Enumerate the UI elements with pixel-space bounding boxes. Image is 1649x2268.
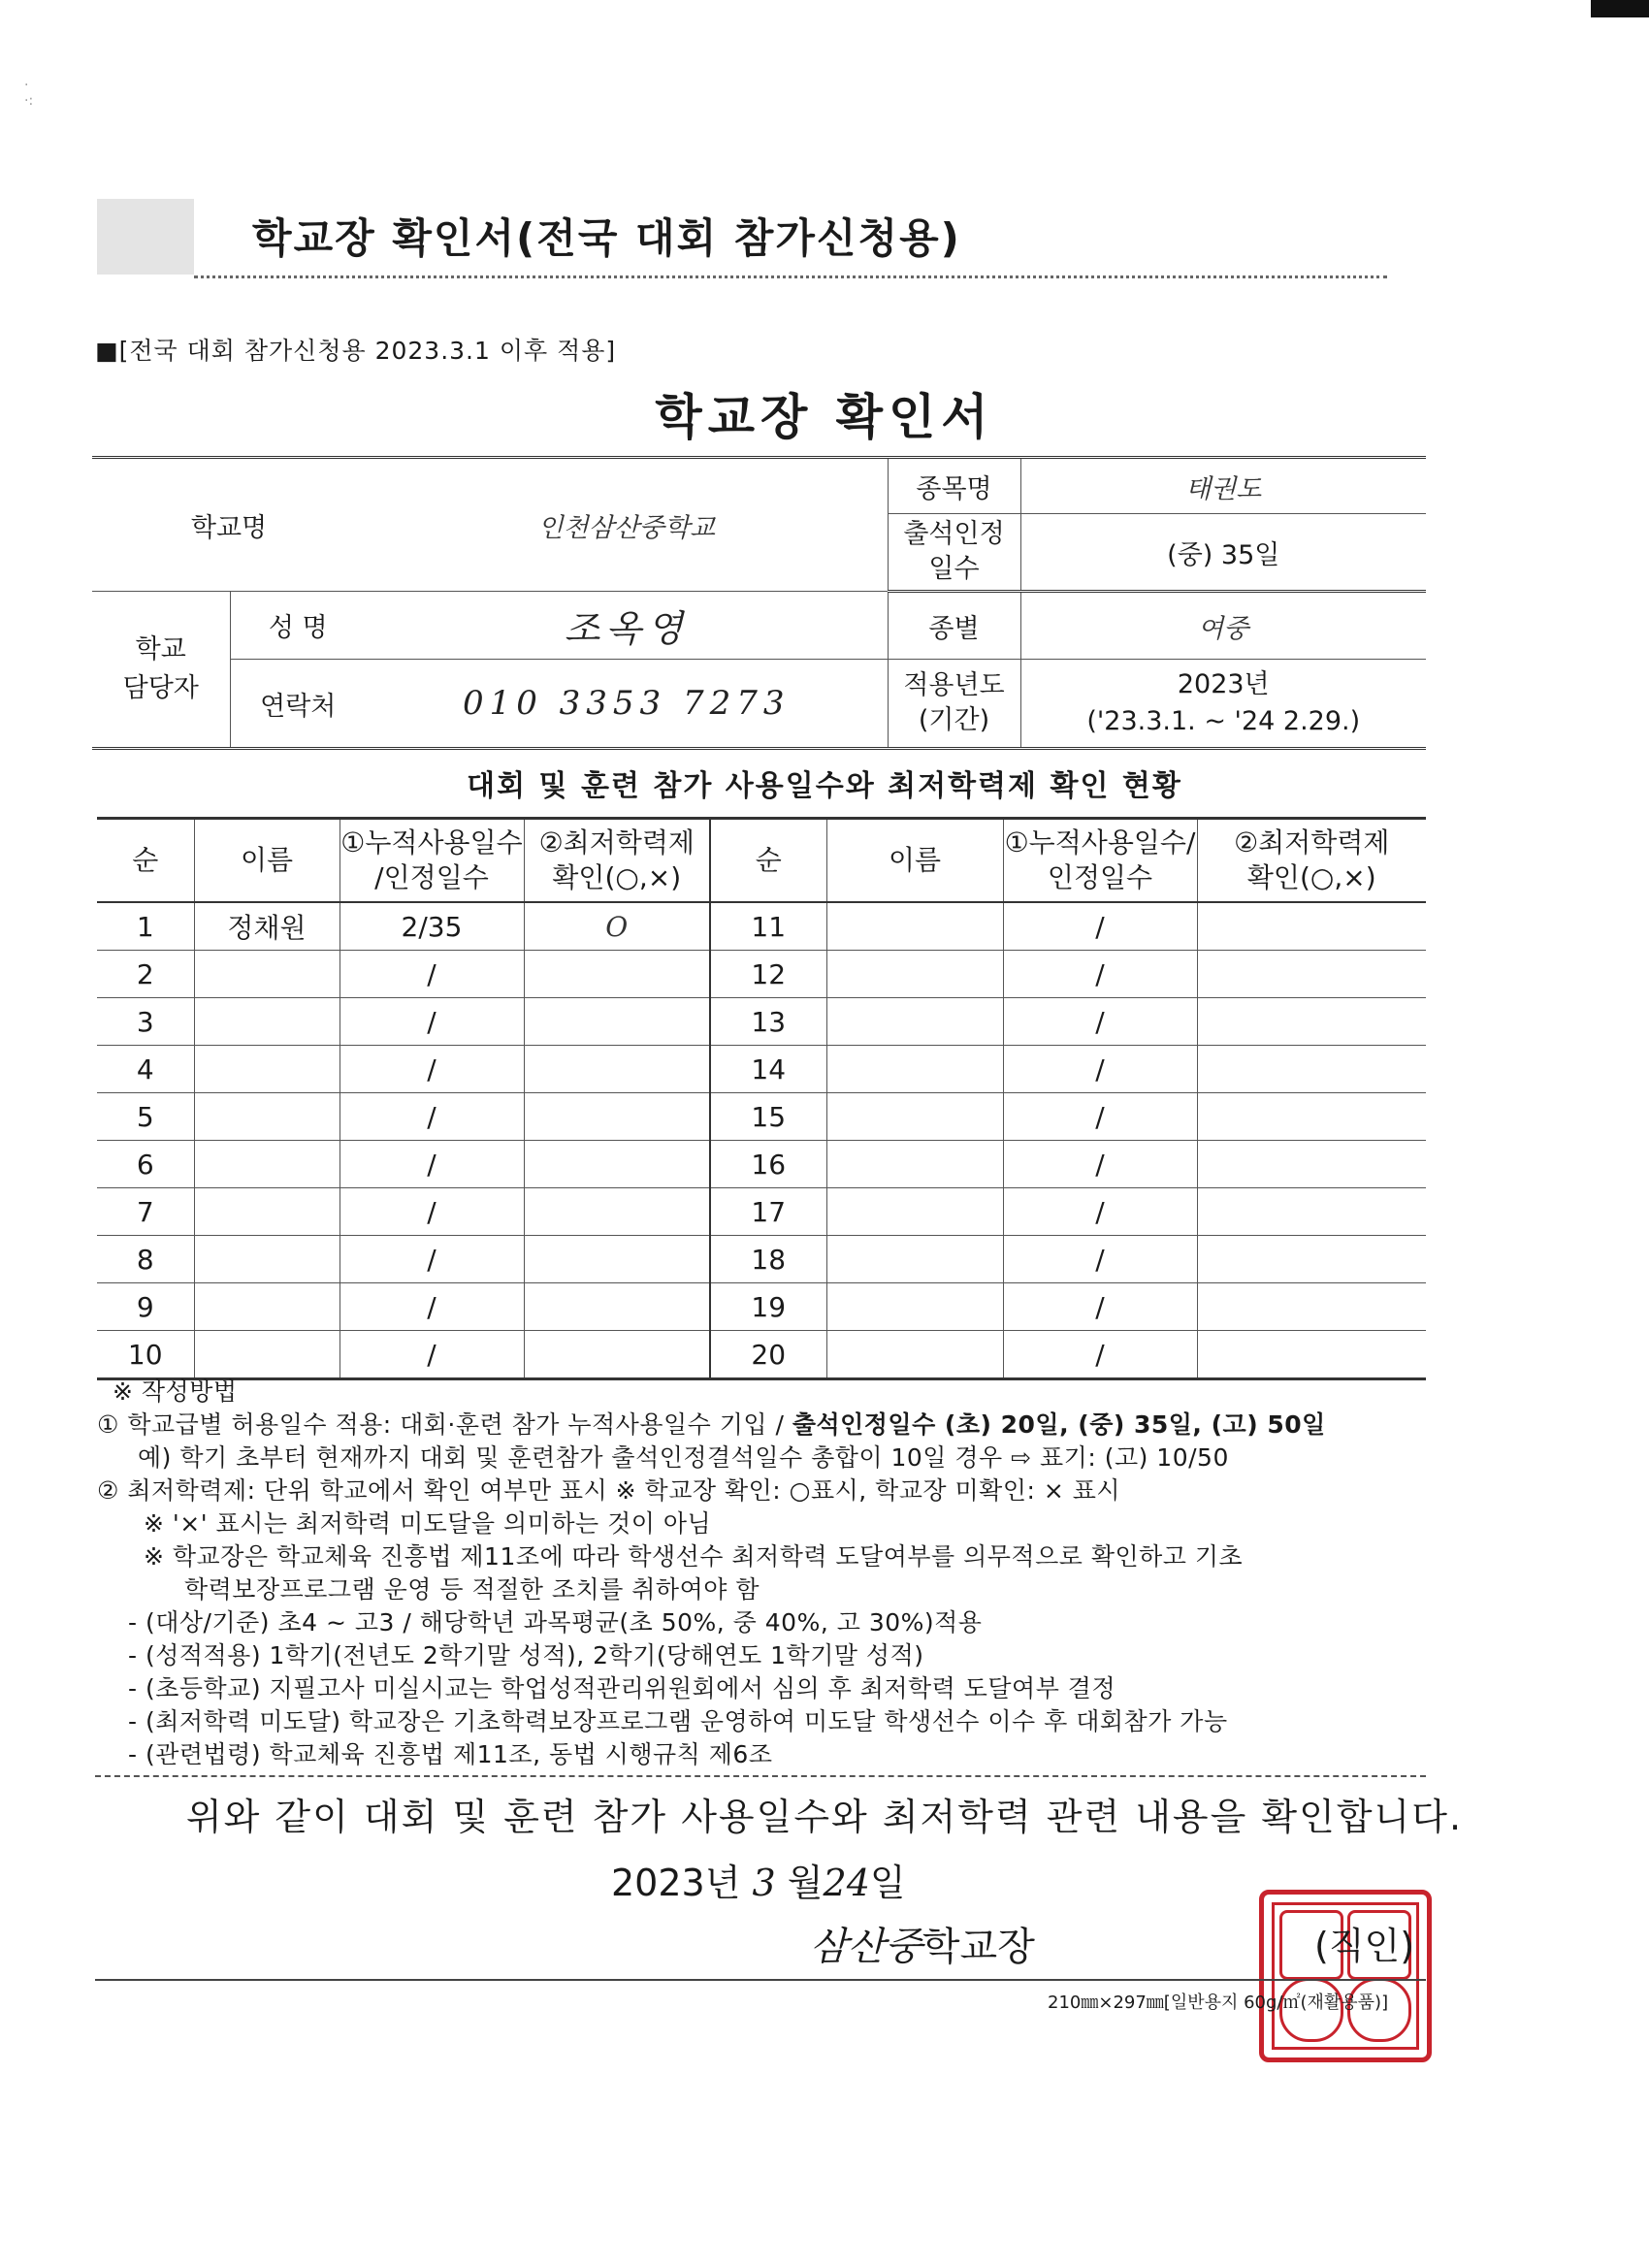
row-check bbox=[524, 1141, 710, 1188]
row-days-2: / bbox=[1003, 1046, 1197, 1093]
note-2-law-line2: 학력보장프로그램 운영 등 적절한 조치를 취하여야 함 bbox=[184, 1575, 760, 1604]
form-title: 학교장 확인서(전국 대회 참가신청용) bbox=[252, 214, 961, 262]
row-name bbox=[194, 1283, 340, 1331]
row-check-2 bbox=[1197, 1331, 1426, 1379]
row-name-2 bbox=[826, 1236, 1003, 1283]
row-no-2: 18 bbox=[710, 1236, 826, 1283]
roster-row bbox=[97, 1331, 1426, 1379]
scan-edge-mark bbox=[1591, 0, 1649, 17]
year-label-line2: (기간) bbox=[918, 705, 990, 735]
document-title: 학교장 확인서 bbox=[655, 389, 994, 445]
sport-value: 태권도 bbox=[1020, 458, 1426, 514]
attendance-days-value: (중) 35일 bbox=[1020, 514, 1426, 592]
date-month-label: 월 bbox=[787, 1862, 824, 1904]
row-name bbox=[194, 1188, 340, 1236]
paper-spec: 210㎜×297㎜[일반용지 60g/㎡(재활용품)] bbox=[1048, 1993, 1389, 2013]
row-name-2 bbox=[826, 1046, 1003, 1093]
row-days: / bbox=[340, 1141, 524, 1188]
row-check-2 bbox=[1197, 902, 1426, 951]
principal-signature bbox=[810, 1916, 1035, 1971]
row-no-2: 16 bbox=[710, 1141, 826, 1188]
seal-label: (직인) bbox=[1314, 1925, 1415, 1967]
row-name bbox=[194, 1141, 340, 1188]
row-name-2 bbox=[826, 1283, 1003, 1331]
row-name-2 bbox=[826, 1141, 1003, 1188]
col-header-days-2-line1: ①누적사용일수/ bbox=[1004, 826, 1196, 859]
row-days-2: / bbox=[1003, 902, 1197, 951]
row-days-2: / bbox=[1003, 1093, 1197, 1141]
applicability-note: ■[전국 대회 참가신청용 2023.3.1 이후 적용] bbox=[95, 337, 617, 365]
manager-name-value: 조옥영 bbox=[366, 592, 888, 660]
form-title-band bbox=[97, 199, 1387, 275]
note-1-example: 예) 학기 초부터 현재까지 대회 및 훈련참가 출석인정결석일수 총합이 10일 경우 ⇨ 표기: (고) 10/50 bbox=[138, 1443, 1229, 1472]
row-check bbox=[524, 1236, 710, 1283]
category-label: 종별 bbox=[888, 592, 1020, 660]
row-no-2: 13 bbox=[710, 998, 826, 1046]
col-header-check bbox=[524, 819, 710, 903]
note-1 bbox=[97, 1409, 1445, 1442]
row-no-2: 20 bbox=[710, 1331, 826, 1379]
row-days-2: / bbox=[1003, 1236, 1197, 1283]
row-check-2 bbox=[1197, 1283, 1426, 1331]
row-days: / bbox=[340, 998, 524, 1046]
sport-label: 종목명 bbox=[888, 458, 1020, 514]
row-no-2: 14 bbox=[710, 1046, 826, 1093]
row-name-2 bbox=[826, 1331, 1003, 1379]
col-header-check-2-line1: ②최저학력제 bbox=[1234, 826, 1390, 859]
row-name bbox=[194, 1236, 340, 1283]
school-info-table bbox=[92, 456, 1426, 750]
row-days-2: / bbox=[1003, 1283, 1197, 1331]
row-name: 정채원 bbox=[194, 902, 340, 951]
row-check bbox=[524, 951, 710, 998]
date-day-label: 일 bbox=[869, 1862, 906, 1904]
roster-row bbox=[97, 1283, 1426, 1331]
note-2: ② 최저학력제: 단위 학교에서 확인 여부만 표시 ※ 학교장 확인: ○표시, 학교장 미확인: × 표시 bbox=[97, 1476, 1121, 1505]
confirm-divider bbox=[95, 1775, 1426, 1777]
year-label-line1: 적용년도 bbox=[903, 669, 1005, 700]
row-name-2 bbox=[826, 1188, 1003, 1236]
row-name-2 bbox=[826, 998, 1003, 1046]
confirmation-date bbox=[611, 1853, 906, 1906]
row-days-2: / bbox=[1003, 951, 1197, 998]
row-no: 5 bbox=[97, 1093, 194, 1141]
detail-grades: - (성적적용) 1학기(전년도 2학기말 성적), 2학기(당해연도 1학기말 성적) bbox=[128, 1641, 924, 1669]
school-name-value: 인천삼산중학교 bbox=[366, 458, 888, 592]
applied-period-value: ('23.3.1. ~ '24 2.29.) bbox=[1086, 706, 1361, 736]
note-1-text: ① 학교급별 허용일수 적용: 대회·훈련 참가 누적사용일수 기입 / bbox=[97, 1410, 792, 1439]
row-no: 8 bbox=[97, 1236, 194, 1283]
row-check: O bbox=[524, 902, 710, 951]
row-no: 1 bbox=[97, 902, 194, 951]
roster-row bbox=[97, 998, 1426, 1046]
note-2-x-meaning: ※ '×' 표시는 최저학력 미도달을 의미하는 것이 아님 bbox=[144, 1509, 712, 1538]
row-check-2 bbox=[1197, 1141, 1426, 1188]
row-days: / bbox=[340, 1331, 524, 1379]
col-header-check-2-line2: 확인(○,×) bbox=[1246, 861, 1376, 893]
scan-dust: · ·: bbox=[24, 78, 34, 109]
row-no-2: 11 bbox=[710, 902, 826, 951]
section-title: 대회 및 훈련 참가 사용일수와 최저학력제 확인 현황 bbox=[467, 769, 1182, 803]
row-no-2: 19 bbox=[710, 1283, 826, 1331]
contact-value: 010 3353 7273 bbox=[366, 660, 888, 749]
applied-year-value: 2023년 bbox=[1177, 669, 1270, 700]
roster-row bbox=[97, 1188, 1426, 1236]
row-name bbox=[194, 1331, 340, 1379]
row-check-2 bbox=[1197, 1046, 1426, 1093]
row-days: / bbox=[340, 1046, 524, 1093]
row-no-2: 12 bbox=[710, 951, 826, 998]
row-no: 6 bbox=[97, 1141, 194, 1188]
manager-label-line2: 담당자 bbox=[122, 673, 199, 703]
roster-row bbox=[97, 1046, 1426, 1093]
row-check-2 bbox=[1197, 1093, 1426, 1141]
school-name-label: 학교명 bbox=[92, 458, 366, 592]
col-header-check-line2: 확인(○,×) bbox=[552, 861, 682, 893]
date-year: 2023년 bbox=[611, 1862, 741, 1904]
col-header-name: 이름 bbox=[194, 819, 340, 903]
row-no: 9 bbox=[97, 1283, 194, 1331]
roster-row bbox=[97, 902, 1426, 951]
row-no-2: 15 bbox=[710, 1093, 826, 1141]
row-no: 7 bbox=[97, 1188, 194, 1236]
row-days: / bbox=[340, 1236, 524, 1283]
row-days: / bbox=[340, 1188, 524, 1236]
date-day: 24 bbox=[823, 1862, 870, 1904]
notes-heading: ※ 작성방법 bbox=[113, 1377, 238, 1406]
roster-body bbox=[97, 902, 1426, 1379]
row-days-2: / bbox=[1003, 998, 1197, 1046]
row-no: 4 bbox=[97, 1046, 194, 1093]
row-name bbox=[194, 998, 340, 1046]
bottom-divider bbox=[95, 1979, 1426, 1981]
row-check bbox=[524, 1093, 710, 1141]
confirmation-statement: 위와 같이 대회 및 훈련 참가 사용일수와 최저학력 관련 내용을 확인합니다. bbox=[185, 1796, 1464, 1838]
col-header-days-line1: ①누적사용일수 bbox=[340, 826, 523, 859]
row-days-2: / bbox=[1003, 1331, 1197, 1379]
row-no-2: 17 bbox=[710, 1188, 826, 1236]
col-header-days-2-line2: 인정일수 bbox=[1047, 861, 1153, 893]
detail-target: - (대상/기준) 초4 ~ 고3 / 해당학년 과목평균(초 50%, 중 40%, 고 30%)적용 bbox=[128, 1608, 983, 1636]
row-name-2 bbox=[826, 951, 1003, 998]
note-1-bold: 출석인정일수 (초) 20일, (중) 35일, (고) 50일 bbox=[792, 1410, 1326, 1439]
title-rule bbox=[194, 275, 1387, 278]
row-check bbox=[524, 1046, 710, 1093]
row-days: 2/35 bbox=[340, 902, 524, 951]
row-no: 2 bbox=[97, 951, 194, 998]
attendance-label-line2: 일수 bbox=[928, 554, 980, 584]
row-days: / bbox=[340, 1283, 524, 1331]
row-check bbox=[524, 998, 710, 1046]
detail-elementary: - (초등학교) 지필고사 미실시교는 학업성적관리위원회에서 심의 후 최저학력 도달여부 결정 bbox=[128, 1674, 1116, 1702]
detail-law: - (관련법령) 학교체육 진흥법 제11조, 동법 시행규칙 제6조 bbox=[128, 1740, 773, 1768]
roster-row bbox=[97, 1141, 1426, 1188]
principal-school-handwritten: 삼산중 bbox=[810, 1925, 922, 1969]
row-name-2 bbox=[826, 902, 1003, 951]
col-header-days bbox=[340, 819, 524, 903]
row-name bbox=[194, 1046, 340, 1093]
roster-row bbox=[97, 1093, 1426, 1141]
row-days: / bbox=[340, 951, 524, 998]
principal-title: 학교장 bbox=[922, 1925, 1035, 1969]
row-days: / bbox=[340, 1093, 524, 1141]
attendance-label-line1: 출석인정 bbox=[903, 518, 1005, 549]
row-name bbox=[194, 1093, 340, 1141]
row-name bbox=[194, 951, 340, 998]
row-no: 10 bbox=[97, 1331, 194, 1379]
roster-row bbox=[97, 1236, 1426, 1283]
instructions bbox=[97, 1376, 1445, 1771]
contact-label: 연락처 bbox=[230, 660, 366, 749]
col-header-days-line2: /인정일수 bbox=[374, 861, 489, 893]
row-check-2 bbox=[1197, 998, 1426, 1046]
roster-table bbox=[97, 817, 1426, 1380]
manager-label-line1: 학교 bbox=[135, 633, 186, 664]
date-month: 3 bbox=[752, 1862, 776, 1904]
row-check bbox=[524, 1188, 710, 1236]
category-value: 여중 bbox=[1020, 592, 1426, 660]
col-header-no-2: 순 bbox=[710, 819, 826, 903]
row-no: 3 bbox=[97, 998, 194, 1046]
row-check bbox=[524, 1331, 710, 1379]
col-header-check-line1: ②최저학력제 bbox=[538, 826, 695, 859]
col-header-name-2: 이름 bbox=[826, 819, 1003, 903]
row-check bbox=[524, 1283, 710, 1331]
detail-unmet: - (최저학력 미도달) 학교장은 기초학력보장프로그램 운영하여 미도달 학생선수 이수 후 대회참가 가능 bbox=[128, 1707, 1228, 1735]
row-check-2 bbox=[1197, 1236, 1426, 1283]
row-days-2: / bbox=[1003, 1188, 1197, 1236]
row-check-2 bbox=[1197, 1188, 1426, 1236]
name-label: 성 명 bbox=[230, 592, 366, 660]
col-header-no: 순 bbox=[97, 819, 194, 903]
col-header-check-2 bbox=[1197, 819, 1426, 903]
note-2-law-line1: ※ 학교장은 학교체육 진흥법 제11조에 따라 학생선수 최저학력 도달여부를 의무적으로 확인하고 기초 bbox=[144, 1542, 1244, 1571]
col-header-days-2 bbox=[1003, 819, 1197, 903]
title-shade bbox=[97, 199, 194, 275]
row-check-2 bbox=[1197, 951, 1426, 998]
row-name-2 bbox=[826, 1093, 1003, 1141]
roster-row bbox=[97, 951, 1426, 998]
row-days-2: / bbox=[1003, 1141, 1197, 1188]
